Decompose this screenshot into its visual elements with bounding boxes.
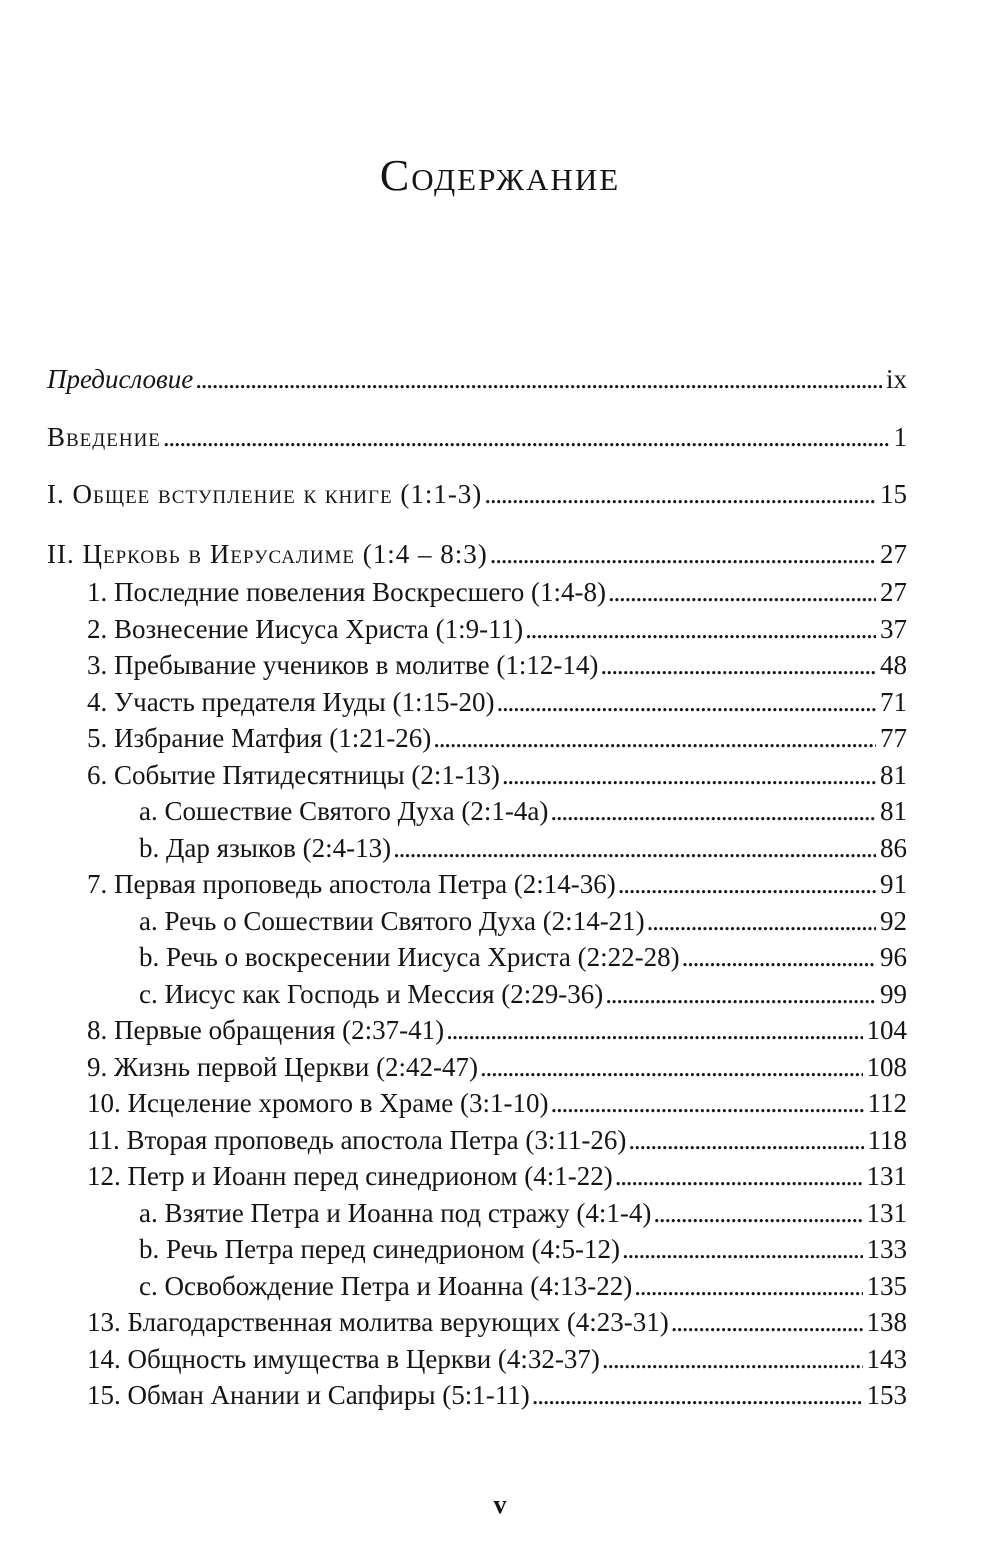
toc-entry-title: II. Церковь в Иерусалиме (1:4 – 8:3): [47, 539, 488, 569]
toc-entry-title: 11. Вторая проповедь апостола Петра (3:11-26): [87, 1125, 627, 1155]
dot-leader: [608, 575, 876, 609]
toc-entry-page: 99: [880, 979, 907, 1009]
toc-entry-page: 48: [880, 650, 907, 680]
toc-entry-chapter[interactable]: [87, 1123, 907, 1157]
toc-entry-title: 5. Избрание Матфия (1:21-26): [87, 723, 432, 753]
toc-entry-page: 91: [880, 869, 907, 899]
toc-entry-title: 13. Благодарственная молитва верующих (4:23-31): [87, 1307, 669, 1337]
toc-entry-page: ix: [885, 364, 907, 394]
toc-entry-page: 27: [880, 577, 907, 607]
toc-entry-page: 86: [880, 833, 907, 863]
toc-entry-title: 4. Участь предателя Иуды (1:15-20): [87, 687, 495, 717]
toc-entry-page: 104: [866, 1015, 907, 1045]
toc-entry-page: 92: [880, 906, 907, 936]
dot-leader: [634, 1269, 862, 1303]
toc-entry-chapter[interactable]: [87, 575, 907, 609]
dot-leader: [605, 977, 876, 1011]
toc-entry-chapter[interactable]: [87, 1013, 907, 1047]
toc-entry-title: 7. Первая проповедь апостола Петра (2:14-36): [87, 869, 616, 899]
toc-entry-title: c. Иисус как Господь и Мессия (2:29-36): [139, 979, 604, 1009]
toc-entry-subsection[interactable]: [139, 940, 907, 974]
toc-entry-title: 9. Жизнь первой Церкви (2:42-47): [87, 1052, 479, 1082]
toc-entry-chapter[interactable]: [87, 867, 907, 901]
toc-entry-subsection[interactable]: [139, 1232, 907, 1266]
toc-entry-introduction[interactable]: [47, 420, 907, 454]
dot-leader: [628, 1123, 863, 1157]
dot-leader: [653, 1196, 862, 1230]
dot-leader: [550, 794, 876, 828]
toc-entry-subsection[interactable]: [139, 1196, 907, 1230]
dot-leader: [490, 537, 876, 571]
dot-leader: [480, 1050, 862, 1084]
toc-entry-page: 15: [880, 479, 907, 509]
dot-leader: [618, 867, 876, 901]
toc-entry-page: 138: [866, 1307, 907, 1337]
toc-entry-title: I. Общее вступление к книге (1:1-3): [47, 479, 483, 509]
toc-entry-chapter[interactable]: [87, 1378, 907, 1412]
toc-entry-title: 10. Исцеление хромого в Храме (3:1-10): [87, 1088, 549, 1118]
toc-entry-preface[interactable]: [47, 362, 907, 396]
toc-entry-part-1[interactable]: [47, 477, 907, 511]
toc-entry-subsection[interactable]: [139, 794, 907, 828]
toc-entry-chapter[interactable]: [87, 1159, 907, 1193]
page-number: v: [493, 1490, 507, 1519]
toc-entry-page: 112: [867, 1088, 907, 1118]
dot-leader: [195, 362, 882, 396]
toc-entry-chapter[interactable]: [87, 685, 907, 719]
toc-entry-title: b. Речь Петра перед синедрионом (4:5-12): [139, 1234, 620, 1264]
toc-entry-chapter[interactable]: [87, 1086, 907, 1120]
dot-leader: [393, 831, 876, 865]
toc-entry-title: c. Освобождение Петра и Иоанна (4:13-22): [139, 1271, 633, 1301]
toc-entry-title: 3. Пребывание учеников в молитве (1:12-14): [87, 650, 599, 680]
dot-leader: [525, 612, 876, 646]
dot-leader: [446, 1013, 862, 1047]
dot-leader: [622, 1232, 863, 1266]
toc-entry-title: a. Взятие Петра и Иоанна под стражу (4:1-4): [139, 1198, 652, 1228]
dot-leader: [502, 758, 876, 792]
toc-entry-title: 14. Общность имущества в Церкви (4:32-37): [87, 1344, 600, 1374]
toc-entry-page: 1: [893, 422, 907, 452]
toc-entry-page: 108: [866, 1052, 907, 1082]
toc-entry-page: 27: [880, 539, 907, 569]
toc-entry-page: 96: [880, 942, 907, 972]
toc-entry-title: Введение: [47, 422, 161, 452]
dot-leader: [647, 904, 876, 938]
toc-entry-page: 131: [866, 1198, 907, 1228]
toc-entry-chapter[interactable]: [87, 1305, 907, 1339]
toc-entry-title: a. Речь о Сошествии Святого Духа (2:14-21): [139, 906, 645, 936]
toc-entry-page: 135: [866, 1271, 907, 1301]
toc-entry-title: 12. Петр и Иоанн перед синедрионом (4:1-22): [87, 1161, 613, 1191]
dot-leader: [532, 1378, 863, 1412]
dot-leader: [602, 1342, 863, 1376]
toc-entry-title: 2. Вознесение Иисуса Христа (1:9-11): [87, 614, 524, 644]
toc-entry-page: 131: [866, 1161, 907, 1191]
toc-entry-title: 1. Последние повеления Воскресшего (1:4-8): [87, 577, 606, 607]
toc-entry-page: 153: [866, 1380, 907, 1410]
toc-entry-page: 77: [880, 723, 907, 753]
page-title: Содержание: [379, 151, 621, 200]
toc-entry-chapter[interactable]: [87, 612, 907, 646]
dot-leader: [671, 1305, 863, 1339]
toc-entry-subsection[interactable]: [139, 831, 907, 865]
toc-entry-title: Предисловие: [47, 364, 194, 394]
toc-entry-chapter[interactable]: [87, 1050, 907, 1084]
toc-entry-subsection[interactable]: [139, 904, 907, 938]
toc-entry-chapter[interactable]: [87, 1342, 907, 1376]
dot-leader: [615, 1159, 863, 1193]
toc-entry-chapter[interactable]: [87, 648, 907, 682]
dot-leader: [433, 721, 876, 755]
toc-entry-subsection[interactable]: [139, 1269, 907, 1303]
toc-entry-page: 71: [880, 687, 907, 717]
toc-entry-title: a. Сошествие Святого Духа (2:1-4a): [139, 796, 549, 826]
toc-entry-chapter[interactable]: [87, 758, 907, 792]
dot-leader: [496, 685, 876, 719]
toc-entry-page: 143: [866, 1344, 907, 1374]
toc-entry-chapter[interactable]: [87, 721, 907, 755]
dot-leader: [600, 648, 876, 682]
dot-leader: [484, 477, 876, 511]
toc-entry-page: 37: [880, 614, 907, 644]
toc-entry-part-2[interactable]: [47, 537, 907, 571]
dot-leader: [682, 940, 876, 974]
dot-leader: [163, 420, 890, 454]
toc-entry-page: 118: [867, 1125, 907, 1155]
toc-entry-title: 8. Первые обращения (2:37-41): [87, 1015, 445, 1045]
toc-entry-page: 81: [880, 760, 907, 790]
toc-entry-title: b. Дар языков (2:4-13): [139, 833, 392, 863]
toc-entry-title: 15. Обман Анании и Сапфиры (5:1-11): [87, 1380, 530, 1410]
toc-entry-page: 133: [866, 1234, 907, 1264]
toc-entry-title: 6. Событие Пятидесятницы (2:1-13): [87, 760, 500, 790]
toc-entry-title: b. Речь о воскресении Иисуса Христа (2:22-28): [139, 942, 680, 972]
toc-entry-subsection[interactable]: [139, 977, 907, 1011]
toc-entry-page: 81: [880, 796, 907, 826]
dot-leader: [551, 1086, 864, 1120]
